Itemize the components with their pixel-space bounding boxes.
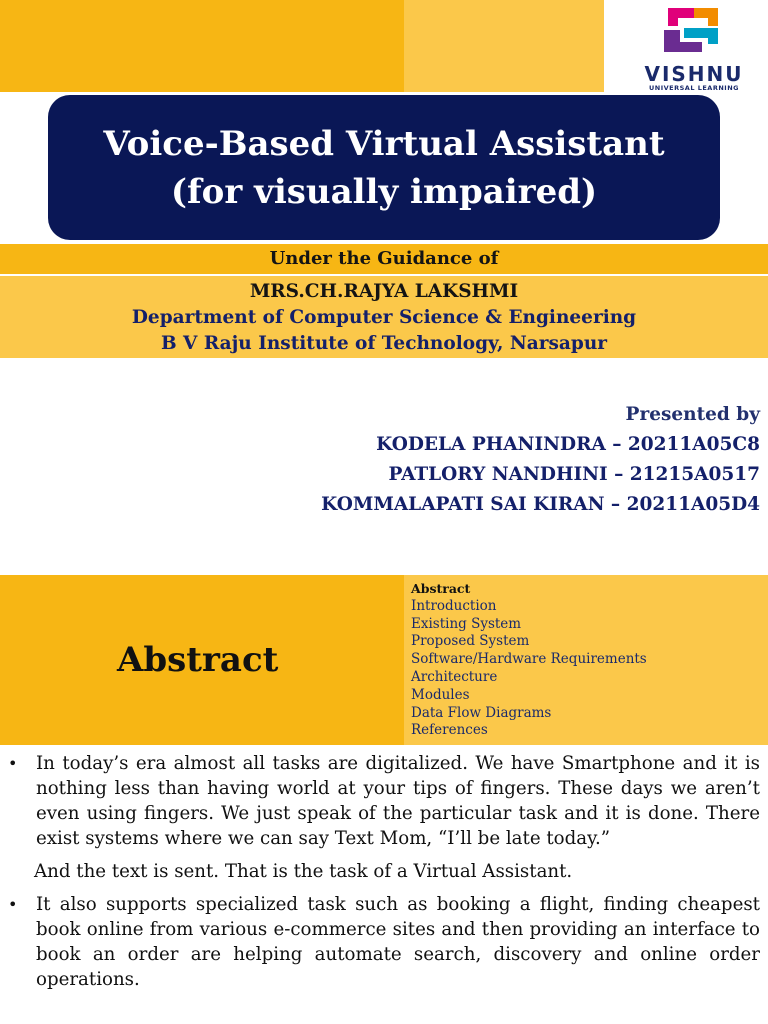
abstract-slide bbox=[0, 575, 768, 1024]
agenda-item-references: References bbox=[411, 722, 488, 739]
agenda-item-modules: Modules bbox=[411, 686, 470, 703]
guide-name: MRS.CH.RAJYA LAKSHMI bbox=[249, 281, 519, 302]
logo-tagline: UNIVERSAL LEARNING bbox=[649, 84, 739, 92]
abstract-body bbox=[8, 751, 760, 992]
presenter-3: KOMMALAPATI SAI KIRAN – 20211A05D4 bbox=[321, 494, 760, 515]
agenda-item-architecture: Architecture bbox=[411, 668, 498, 685]
presentation-title bbox=[48, 95, 720, 240]
bullet-paragraph-3 bbox=[8, 892, 760, 992]
agenda-item-existing-system: Existing System bbox=[411, 615, 522, 632]
presenters-block bbox=[321, 400, 760, 520]
agenda-item-proposed-system: Proposed System bbox=[411, 633, 530, 650]
bullet-icon: • bbox=[8, 754, 18, 773]
presenter-1: KODELA PHANINDRA – 20211A05C8 bbox=[376, 434, 760, 455]
bullet-paragraph-1 bbox=[8, 751, 760, 851]
title-line-2: (for visually impaired) bbox=[170, 171, 598, 212]
paragraph-2-text: And the text is sent. That is the task of a Virtual Assistant. bbox=[34, 861, 573, 882]
agenda-item-abstract: Abstract bbox=[411, 581, 471, 596]
vishnu-logo bbox=[620, 0, 768, 92]
guidance-details bbox=[0, 276, 768, 358]
guidance-heading: Under the Guidance of bbox=[0, 244, 768, 274]
paragraph-1-text: In today’s era almost all tasks are digitalized. We have Smartphone and it is nothing less than having world at your tips of fingers. These days we aren’t even using fingers. We just speak of the particular task and it is done. There exist systems where we can say Text Mom, “I’ll be late today.” bbox=[36, 753, 760, 849]
agenda-item-requirements: Software/Hardware Requirements bbox=[411, 651, 647, 668]
logo-wordmark: VISHNU bbox=[644, 62, 744, 86]
bullet-icon: • bbox=[8, 895, 18, 914]
institute-name: B V Raju Institute of Technology, Narsapur bbox=[160, 333, 608, 354]
agenda-item-data-flow-diagrams: Data Flow Diagrams bbox=[411, 704, 552, 721]
presenters-label: Presented by bbox=[625, 404, 760, 425]
paragraph-3-text: It also supports specialized task such as booking a flight, finding cheapest book online from various e-commerce sites and then providing an interface to book an order are helping automate search, discovery and online order operations. bbox=[36, 894, 760, 990]
agenda-item-introduction: Introduction bbox=[411, 597, 497, 614]
presenter-2: PATLORY NANDHINI – 21215A0517 bbox=[388, 464, 760, 485]
title-line-1: Voice-Based Virtual Assistant bbox=[103, 123, 665, 164]
top-band-dark bbox=[0, 0, 404, 92]
slide-heading: Abstract bbox=[117, 640, 279, 680]
agenda-list bbox=[411, 580, 647, 740]
department-name: Department of Computer Science & Engineering bbox=[131, 307, 637, 328]
vishnu-logo-icon bbox=[654, 4, 734, 60]
